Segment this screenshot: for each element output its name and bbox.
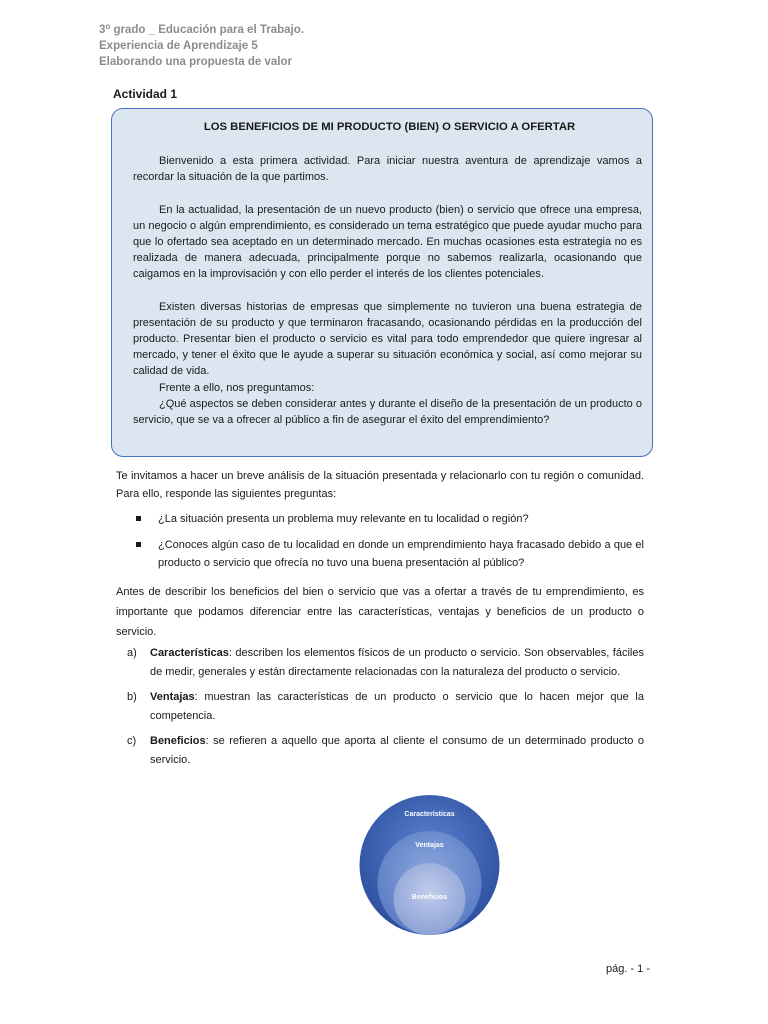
box-paragraph-5: ¿Qué aspectos se deben considerar antes y durante el diseño de la presentación de un producto o servicio, que se va a ofrecer al público a fin de asegurar el éxito del emprendimiento? xyxy=(133,397,642,427)
definition-term: Beneficios xyxy=(150,735,206,747)
question-text: ¿La situación presenta un problema muy relevante en tu localidad o región? xyxy=(158,513,529,525)
question-list xyxy=(136,510,644,580)
definition-item xyxy=(127,732,644,770)
definition-letter: b) xyxy=(127,691,137,703)
box-paragraph-4: Frente a ello, nos preguntamos: xyxy=(159,381,315,394)
definition-term: Características xyxy=(150,647,229,659)
definition-item xyxy=(127,644,644,682)
box-paragraph-2: En la actualidad, la presentación de un nuevo producto (bien) o servicio que ofrece una empresa, un negocio o algún emprendimiento, es considerado un tema estratégico que puede ayudar mucho para que lo ofertado sea aceptado en un determinado mercado. En muchas ocasiones esta estrategia no es realizada de manera adecuada, principalmente porque no sabemos realizarla, ocasionando que caigamos en la improvisación y con ello perder el interés de los clientes potenciales. xyxy=(133,203,642,281)
grade-superscript: o xyxy=(105,22,111,31)
definition-letter: a) xyxy=(127,647,137,659)
grade-number: 3 xyxy=(99,24,106,36)
middle-circle-label: Ventajas xyxy=(415,842,444,849)
situation-box xyxy=(111,108,653,457)
header-subject: grado _ Educación para el Trabajo. xyxy=(110,24,304,36)
box-title: LOS BENEFICIOS DE MI PRODUCTO (BIEN) O SERVICIO A OFERTAR xyxy=(203,121,576,133)
header-line-grade xyxy=(99,22,304,38)
explanation-paragraph: Antes de describir los beneficios del bien o servicio que vas a ofertar a través de tu emprendimiento, es importante que podamos diferenciar entre las características, ventajas y beneficios de un producto o servicio. xyxy=(116,586,644,638)
square-bullet-icon xyxy=(136,542,141,547)
question-item xyxy=(136,536,644,572)
activity-label: Actividad 1 xyxy=(113,87,178,101)
header-line-title: Elaborando una propuesta de valor xyxy=(99,56,292,68)
definition-item xyxy=(127,688,644,726)
inner-circle-label: Beneficios xyxy=(411,894,448,901)
nested-circles-diagram xyxy=(357,795,502,935)
box-paragraph-1: Bienvenido a esta primera actividad. Para iniciar nuestra aventura de aprendizaje vamos a recordar la situación de la que partimos. xyxy=(133,155,642,184)
definition-text: : se refieren a aquello que aporta al cliente el consumo de un determinado producto o servicio. xyxy=(150,735,644,766)
intro-paragraph: Te invitamos a hacer un breve análisis de la situación presentada y relacionarlo con tu región o comunidad. Para ello, responde las siguientes preguntas: xyxy=(116,470,644,500)
definition-text: : describen los elementos físicos de un producto o servicio. Son observables, fáciles de medir, generales y están directamente relacionadas con la naturaleza del producto o servicio. xyxy=(150,647,644,678)
definition-list xyxy=(127,644,644,776)
question-text: ¿Conoces algún caso de tu localidad en donde un emprendimiento haya fracasado debido a que el producto o servicio que ofrecía no tuvo una buena presentación al público? xyxy=(158,539,644,569)
square-bullet-icon xyxy=(136,516,141,521)
document-header xyxy=(99,22,304,70)
definition-letter: c) xyxy=(127,735,137,747)
question-item xyxy=(136,510,644,528)
header-line-experience: Experiencia de Aprendizaje 5 xyxy=(99,40,258,52)
definition-term: Ventajas xyxy=(150,691,195,703)
page-number: pág. - 1 - xyxy=(606,963,651,975)
outer-circle-label: Características xyxy=(404,811,455,818)
definition-text: : muestran las características de un producto o servicio que lo hacen mejor que la competencia. xyxy=(150,691,644,722)
box-paragraph-3: Existen diversas historias de empresas que simplemente no tuvieron una buena estrategia de presentación de su producto y que terminaron fracasando, ocasionando pérdidas en la producción del producto. Presentar bien el producto o servicio es vital para todo emprendedor que quiere ingresar al mercado, y tener el éxito que le ayude a superar su situación económica y social, así como mejorar su calidad de vida. xyxy=(133,300,642,378)
